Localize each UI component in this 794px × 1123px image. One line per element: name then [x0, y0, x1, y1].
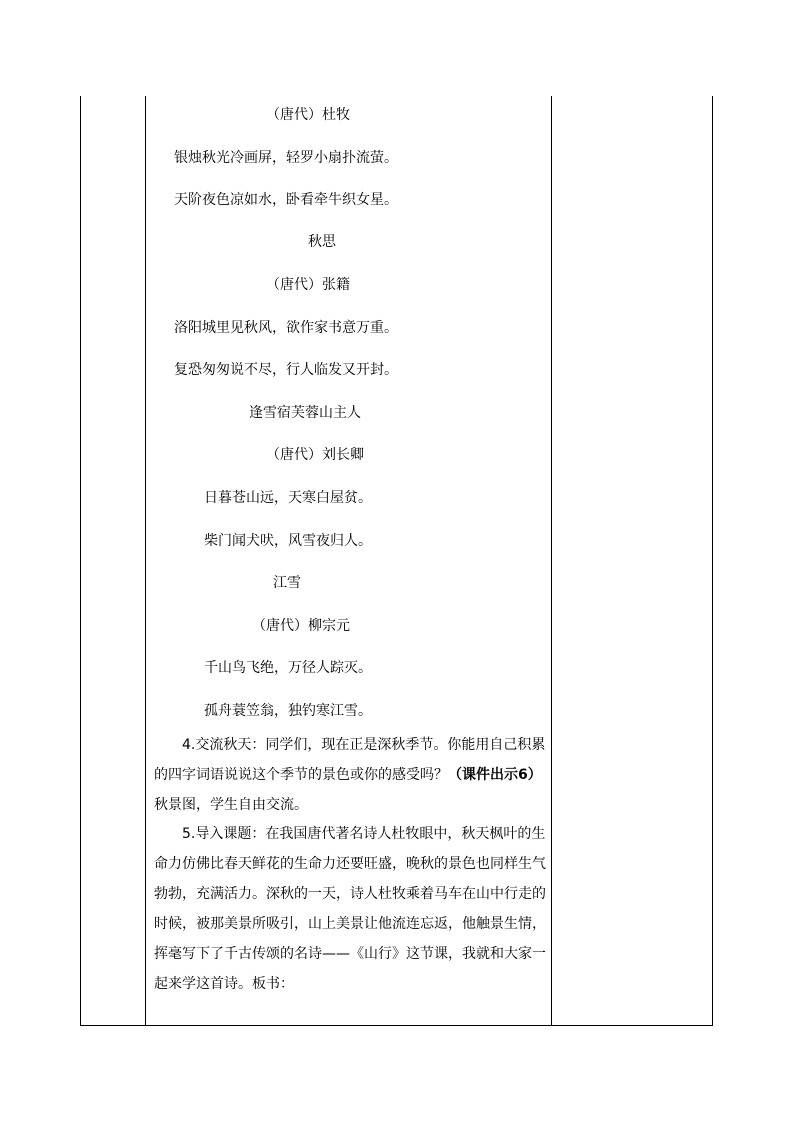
poem-author: （唐代）刘长卿 — [266, 447, 364, 463]
poem-title: 江雪 — [273, 575, 301, 591]
poem-title: 秋思 — [308, 234, 336, 250]
poem-line: 银烛秋光冷画屏，轻罗小扇扑流萤。 — [174, 150, 398, 166]
poem-line: 天阶夜色凉如水，卧看牵牛织女星。 — [174, 192, 398, 208]
step-4-paragraph: 4.交流秋天：同学们，现在正是深秋季节。你能用自己积累的四字词语说说这个季节的景色或你的感受吗？（课件出示6）秋景图，学生自由交流。 — [154, 737, 546, 813]
poem-line: 柴门闻犬吠，风雪夜归人。 — [204, 533, 372, 549]
poem-line: 复恐匆匆说不尽，行人临发又开封。 — [174, 362, 398, 378]
lesson-table — [80, 96, 713, 1026]
poem-line: 孤舟蓑笠翁，独钓寒江雪。 — [204, 703, 372, 719]
poem-author: （唐代）杜牧 — [266, 107, 350, 123]
table-border-right — [712, 96, 713, 1026]
poem-author: （唐代）张籍 — [266, 277, 350, 293]
poem-line: 洛阳城里见秋风，欲作家书意万重。 — [174, 320, 398, 336]
poem-line: 千山鸟飞绝，万径人踪灭。 — [204, 660, 372, 676]
content-column — [146, 96, 551, 1026]
poem-author: （唐代）柳宗元 — [252, 618, 350, 634]
step-5-paragraph: 5.导入课题：在我国唐代著名诗人杜牧眼中，秋天枫叶的生命力仿佛比春天鲜花的生命力还要旺盛，晚秋的景色也同样生气勃勃，充满活力。深秋的一天，诗人杜牧乘着马车在山中行走的时候，被那美景所吸引，山上美景让他流连忘返，他触景生情，挥毫写下了千古传颂的名诗——《山行》这节课，我就和大家一起来学这首诗。板书： — [154, 826, 546, 992]
table-border-left — [80, 96, 81, 1026]
poem-line: 日暮苍山远，天寒白屋贫。 — [204, 490, 372, 506]
poem-title: 逢雪宿芙蓉山主人 — [249, 405, 361, 421]
